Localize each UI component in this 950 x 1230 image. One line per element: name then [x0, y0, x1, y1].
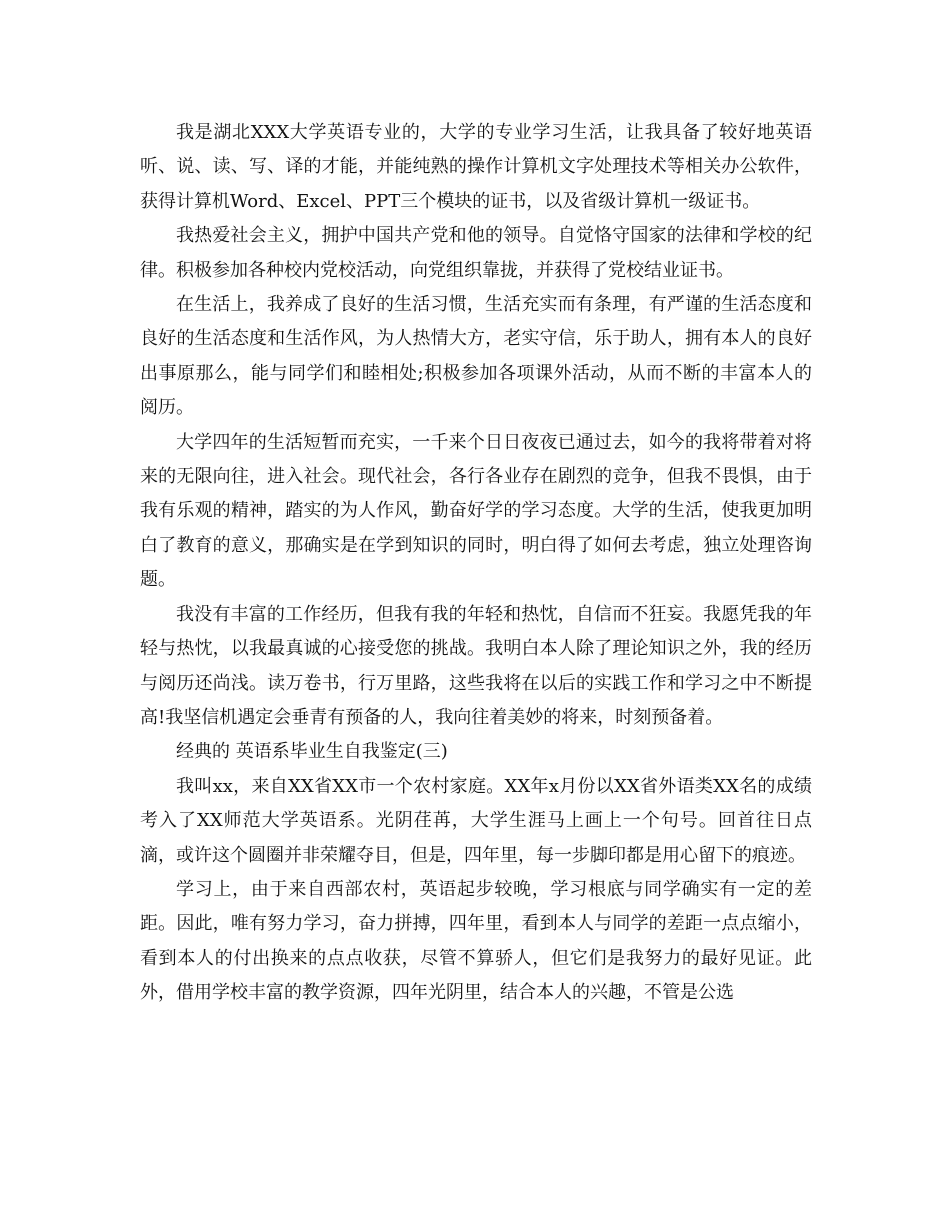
paragraph-politics: 我热爱社会主义，拥护中国共产党和他的领导。自觉恪守国家的法律和学校的纪律。积极参加各种校内党校活动，向党组织靠拢，并获得了党校结业证书。: [140, 225, 812, 281]
paragraph-intro: 我叫xx，来自XX省XX市一个农村家庭。XX年x月份以XX省外语类XX名的成绩考入了XX师范大学英语系。光阴荏苒，大学生涯马上画上一个句号。回首往日点滴，或许这个圆圈并非荣耀夺目，但是，四年里，每一步脚印都是用心留下的痕迹。: [140, 775, 812, 866]
paragraph-four-years: 大学四年的生活短暂而充实，一千来个日日夜夜已通过去，如今的我将带着对将来的无限向往，进入社会。现代社会，各行各业存在剧烈的竞争，但我不畏惧，由于我有乐观的精神，踏实的为人作风，勤奋好学的学习态度。大学的生活，使我更加明白了教育的意义，那确实是在学到知识的同时，明白得了如何去考虑，独立处理咨询题。: [140, 431, 812, 591]
document-body: [140, 116, 812, 1011]
paragraph-life: 在生活上，我养成了良好的生活习惯，生活充实而有条理，有严谨的生活态度和良好的生活态度和生活作风，为人热情大方，老实守信，乐于助人，拥有本人的良好出事原那么，能与同学们和睦相处;积极参加各项课外活动，从而不断的丰富本人的阅历。: [140, 294, 812, 419]
paragraph-study: 学习上，由于来自西部农村，英语起步较晚，学习根底与同学确实有一定的差距。因此，唯有努力学习，奋力拼搏，四年里，看到本人与同学的差距一点点缩小，看到本人的付出换来的点点收获，尽管不算骄人，但它们是我努力的最好见证。此外，借用学校丰富的教学资源，四年光阴里，结合本人的兴趣，不管是公选: [140, 878, 812, 1004]
section-heading: 经典的 英语系毕业生自我鉴定(三): [176, 741, 448, 763]
paragraph-skills: 我是湖北XXX大学英语专业的，大学的专业学习生活，让我具备了较好地英语听、说、读、写、译的才能，并能纯熟的操作计算机文字处理技术等相关办公软件，获得计算机Word、Excel、PPT三个模块的证书，以及省级计算机一级证书。: [140, 122, 812, 212]
paragraph-experience: 我没有丰富的工作经历，但我有我的年轻和热忱，自信而不狂妄。我愿凭我的年轻与热忱，以我最真诚的心接受您的挑战。我明白本人除了理论知识之外，我的经历与阅历还尚浅。读万卷书，行万里路，这些我将在以后的实践工作和学习之中不断提高!我坚信机遇定会垂青有预备的人，我向往着美妙的将来，时刻预备着。: [140, 603, 812, 728]
